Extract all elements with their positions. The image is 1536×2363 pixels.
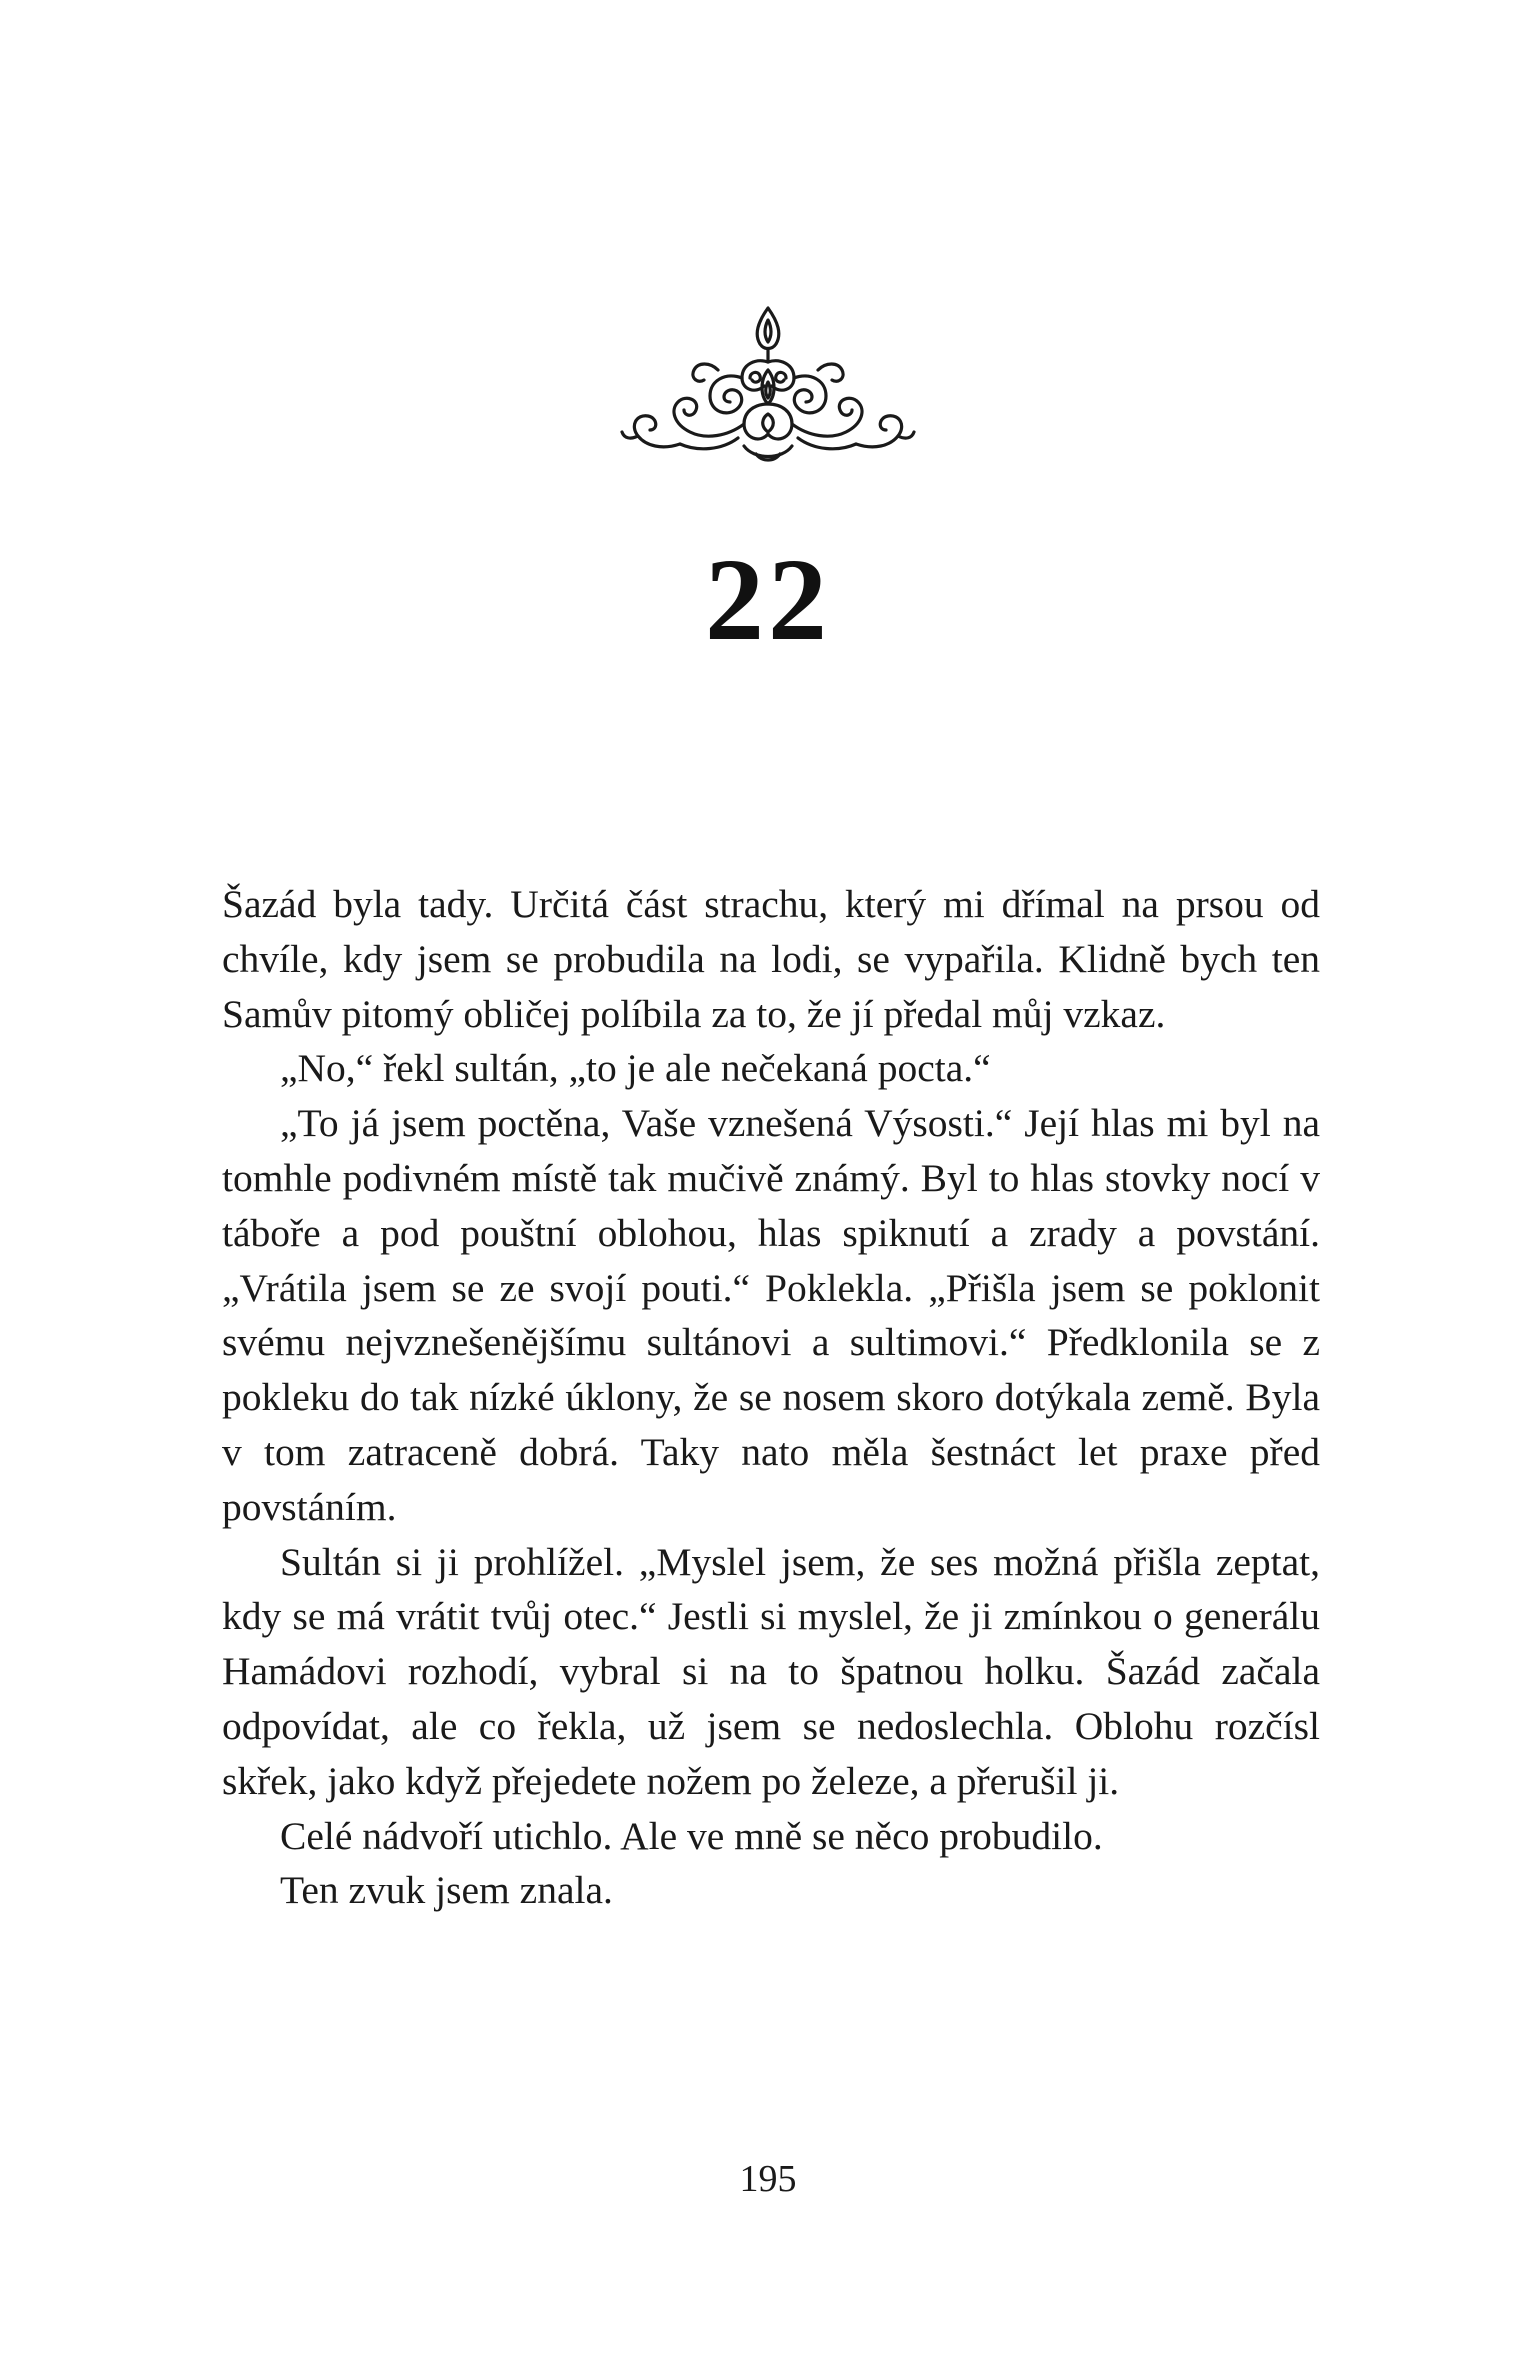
chapter-number: 22: [705, 534, 831, 665]
paragraph: „To já jsem poctěna, Vaše vznešená Výsosti.“ Její hlas mi byl na tomhle podivném místě tak mučivě známý. Byl to hlas stovky nocí v táboře a pod pouštní oblohou, hlas spiknutí a zrady a povstání. „Vrátila jsem se ze svojí pouti.“ Poklekla. „Přišla jsem se poklonit svému nejvznešenějšímu sultánovi a sultimovi.“ Předklonila se z pokleku do tak nízké úklony, že se nosem skoro dotýkala země. Byla v tom zatraceně dobrá. Taky nato měla šestnáct let praxe před povstáním.: [222, 1101, 1320, 1529]
paragraph: „No,“ řekl sultán, „to je ale nečekaná pocta.“: [280, 1046, 991, 1091]
page-number: 195: [739, 2158, 797, 2200]
paragraph: Sultán si ji prohlížel. „Myslel jsem, že ses možná přišla zeptat, kdy se má vrátit tvůj otec.“ Jestli si myslel, že ji zmínkou o generálu Hamádovi rozhodí, vybral si na to špatnou holku. Šazád začala odpovídat, ale co řekla, už jsem se nedoslechla. Oblohu rozčísl skřek, jako když přejedete nožem po železe, a přerušil ji.: [222, 1539, 1320, 1803]
chapter-body-text: [222, 877, 1320, 1918]
paragraph: Šazád byla tady. Určitá část strachu, který mi dřímal na prsou od chvíle, kdy jsem se probudila na lodi, se vypařila. Klidně bych ten Samův pitomý obličej políbila za to, že jí předal můj vzkaz.: [222, 882, 1320, 1036]
scroll-flourish-ornament-icon: [618, 300, 918, 486]
paragraph: Ten zvuk jsem znala.: [280, 1868, 613, 1913]
paragraph: Celé nádvoří utichlo. Ale ve mně se něco probudilo.: [280, 1813, 1103, 1858]
